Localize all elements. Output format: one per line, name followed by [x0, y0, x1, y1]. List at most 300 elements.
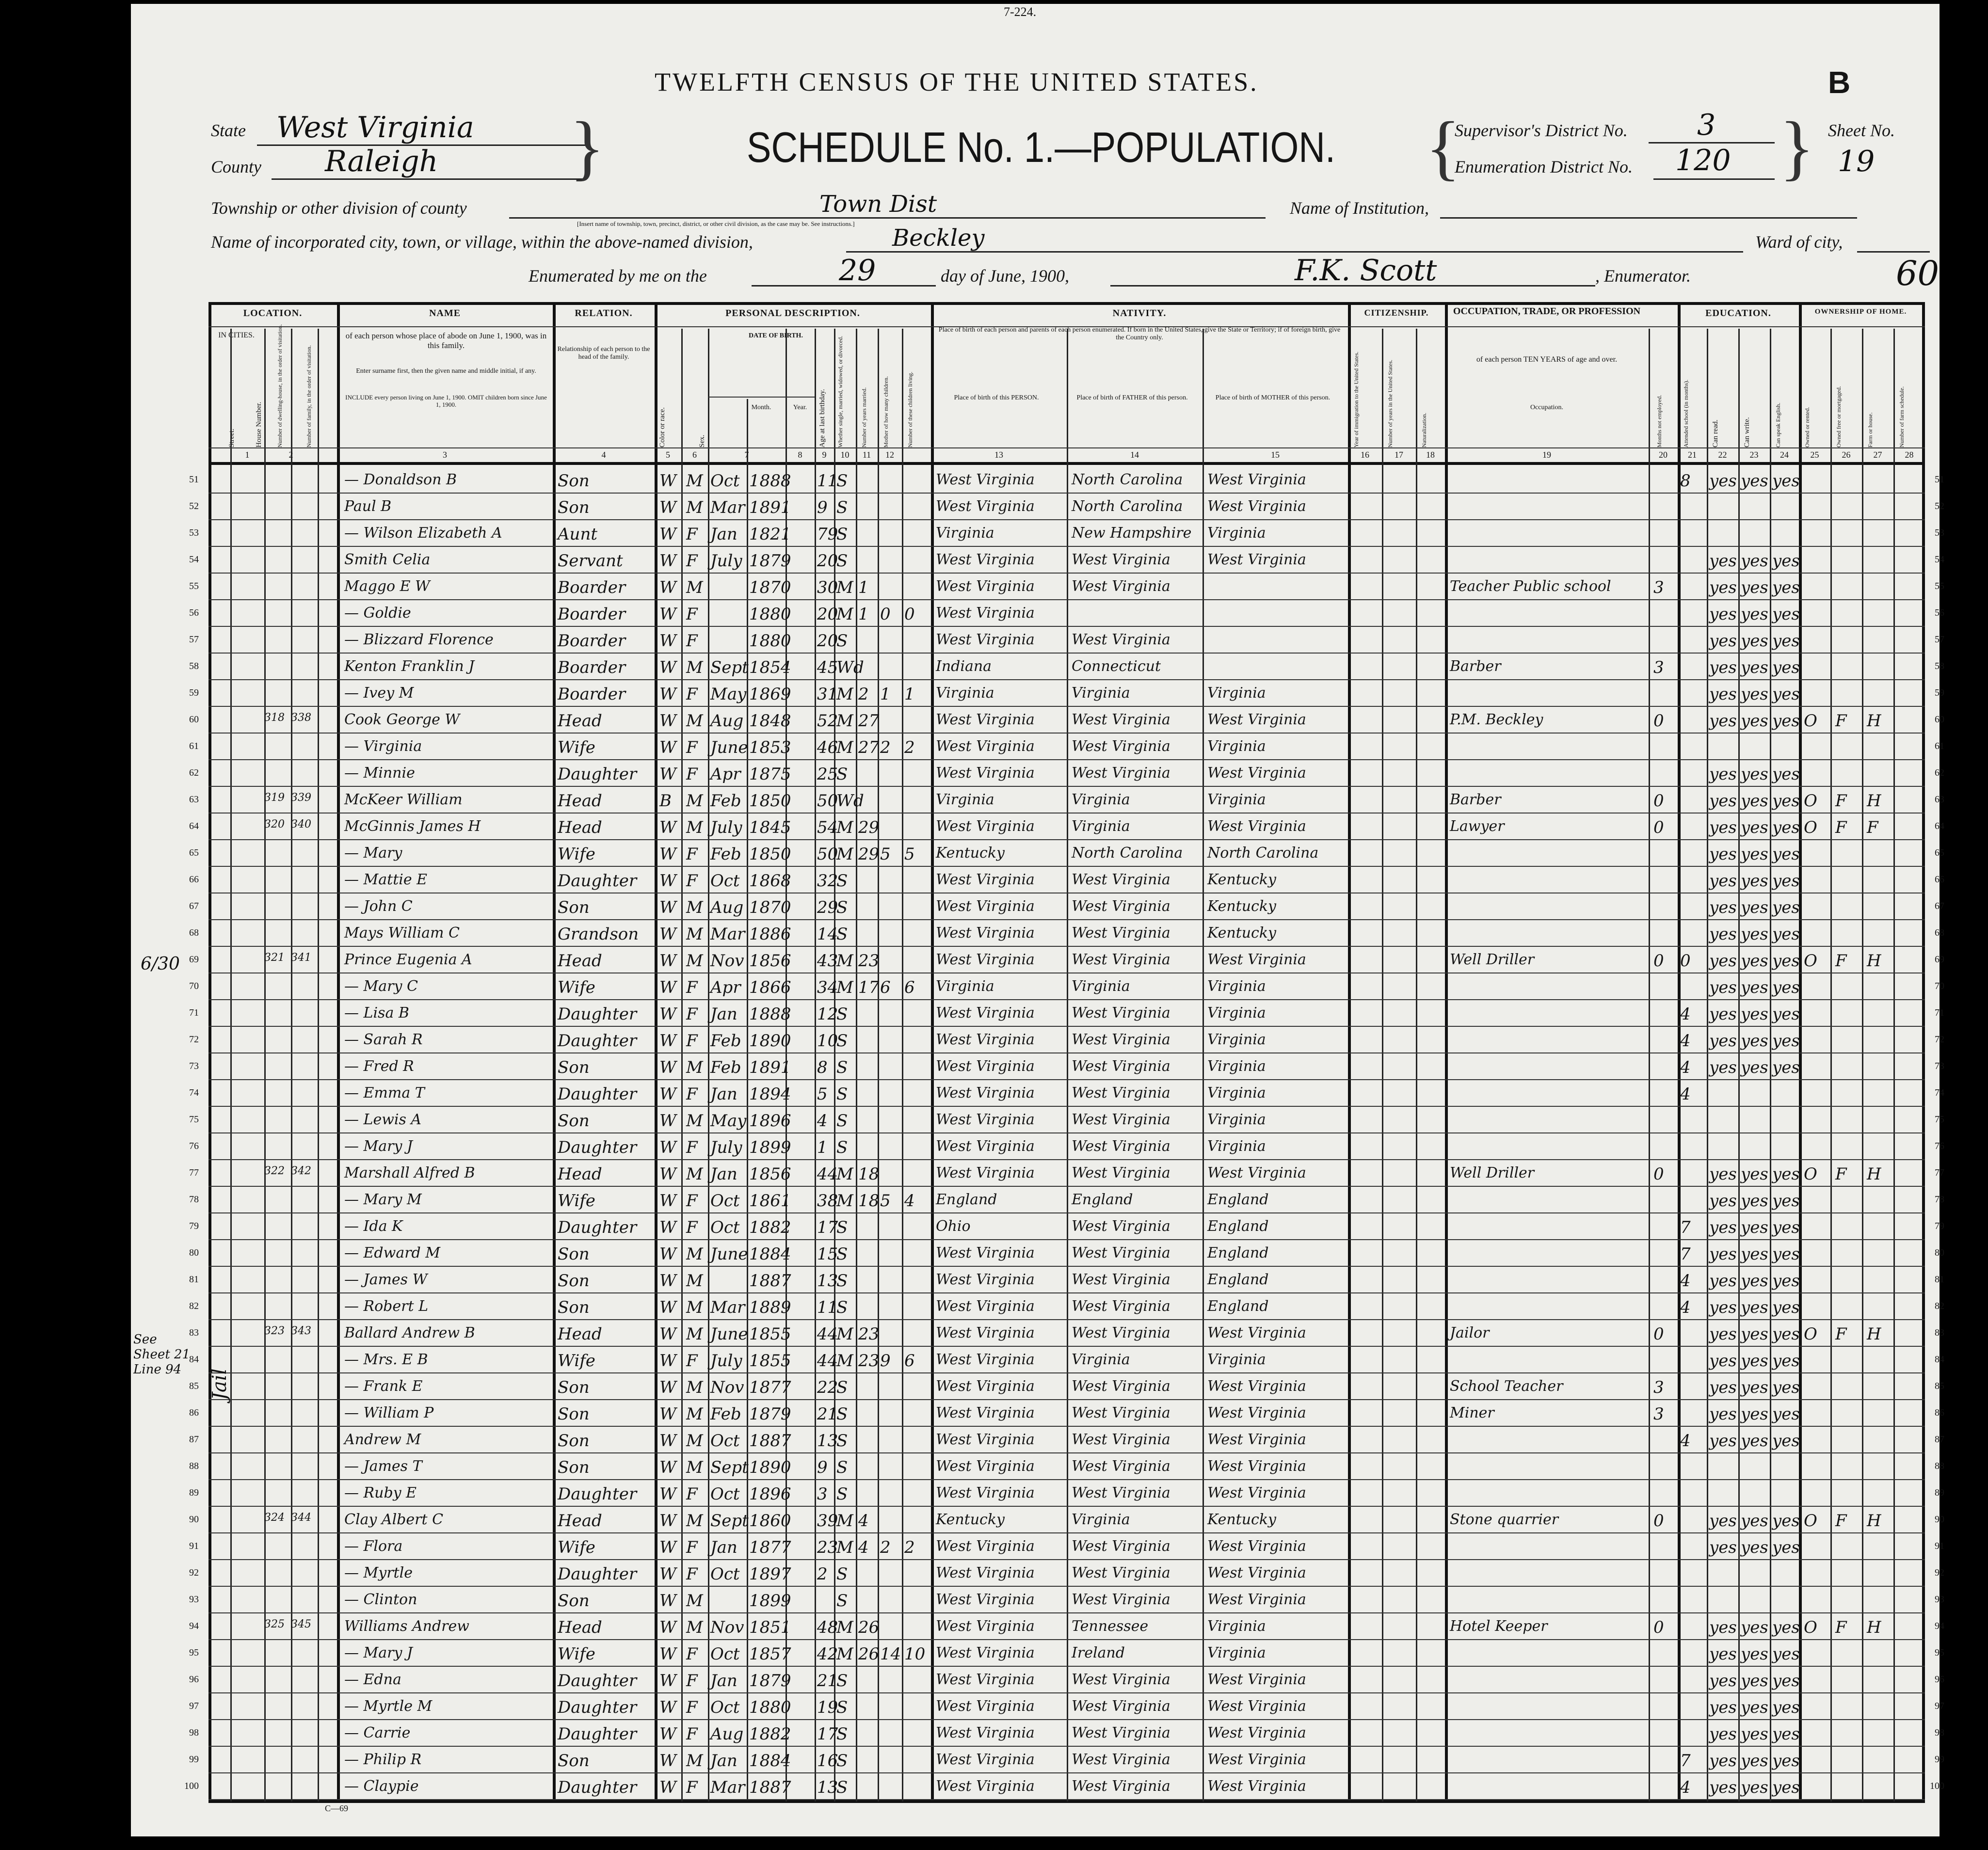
pob-mother-label: Place of birth of MOTHER of this person.: [1215, 394, 1331, 401]
table-row: [189, 734, 1944, 760]
person-name: Paul B: [344, 498, 392, 515]
schedule-title: SCHEDULE No. 1.—POPULATION.: [747, 123, 1335, 171]
birthplace: West Virginia: [936, 871, 1035, 888]
color: W: [659, 1351, 676, 1371]
can-write: yes: [1741, 1671, 1768, 1691]
table-row: [189, 1133, 1944, 1160]
relation: Head: [558, 818, 602, 837]
birthplace: England: [936, 1191, 997, 1208]
marital-status: S: [836, 1458, 848, 1477]
sex: M: [686, 818, 703, 837]
father-birthplace: West Virginia: [1072, 951, 1170, 968]
enumerated-month-label: day of June, 1900,: [941, 266, 1069, 286]
can-speak-english: yes: [1772, 1058, 1800, 1077]
table-row: [189, 1213, 1944, 1240]
father-birthplace: West Virginia: [1072, 1724, 1170, 1741]
can-speak-english: yes: [1772, 1031, 1800, 1051]
birth-year: 1850: [749, 845, 791, 864]
age: 21: [817, 1671, 838, 1691]
marital-status: S: [836, 1724, 848, 1744]
age: 50: [817, 845, 838, 864]
birth-year: 1875: [749, 765, 791, 784]
school-months: 4: [1680, 1778, 1691, 1797]
township-label: Township or other division of county: [211, 198, 467, 218]
occupation-label: Occupation.: [1530, 404, 1564, 411]
relation: Son: [558, 1111, 590, 1131]
row-number-right: 58: [1935, 661, 1944, 671]
school-months: 7: [1680, 1751, 1691, 1770]
relation: Son: [558, 1751, 590, 1770]
can-write: yes: [1741, 925, 1768, 944]
farm-house: H: [1867, 711, 1881, 731]
row-number-right: 91: [1935, 1541, 1944, 1551]
can-write: yes: [1741, 605, 1768, 624]
row-number: 76: [189, 1141, 199, 1151]
birth-year: 1870: [749, 578, 791, 597]
mother-birthplace: Virginia: [1207, 525, 1266, 542]
color: W: [659, 631, 676, 651]
color: W: [659, 1218, 676, 1237]
age: 5: [817, 1084, 828, 1104]
father-birthplace: West Virginia: [1072, 738, 1170, 755]
column-number: 11: [862, 450, 871, 460]
name-header: NAME: [429, 308, 461, 319]
relation: Son: [558, 1431, 590, 1451]
can-speak-english: yes: [1772, 1618, 1800, 1637]
farm-house: H: [1867, 1164, 1881, 1184]
table-row: [189, 1107, 1944, 1133]
sex: F: [686, 1191, 698, 1211]
color-label: Color or race.: [658, 407, 666, 447]
column-number: 25: [1810, 450, 1819, 460]
column-number: 2: [289, 450, 293, 460]
months-unemployed: 0: [1653, 791, 1664, 811]
sex: M: [686, 1058, 703, 1077]
marital-status: M: [836, 578, 853, 597]
row-number-right: 81: [1935, 1274, 1944, 1285]
father-birthplace: Virginia: [1072, 818, 1130, 835]
father-birthplace: Virginia: [1072, 978, 1130, 995]
age: 12: [817, 1005, 838, 1024]
birth-year: 1884: [749, 1244, 791, 1264]
row-number-right: 55: [1935, 581, 1944, 591]
can-speak-english: yes: [1772, 1698, 1800, 1717]
months-unemployed: 0: [1653, 818, 1664, 837]
birthplace: West Virginia: [936, 1591, 1035, 1608]
birth-month: June: [710, 1244, 748, 1264]
father-birthplace: West Virginia: [1072, 1058, 1170, 1075]
birth-year: 1896: [749, 1111, 791, 1131]
person-name: Marshall Alfred B: [344, 1164, 475, 1181]
can-write: yes: [1741, 578, 1768, 597]
children-living: 4: [904, 1191, 915, 1211]
birth-year: 1887: [749, 1431, 791, 1451]
birth-month: Nov: [710, 951, 744, 971]
children-born: 9: [880, 1351, 891, 1371]
marital-status: M: [836, 711, 853, 731]
relation: Wife: [558, 845, 595, 864]
column-number: 23: [1749, 450, 1759, 460]
in-cities-label: IN CITIES.: [218, 331, 255, 339]
sex: F: [686, 1084, 698, 1104]
can-speak-english: yes: [1772, 1644, 1800, 1664]
relation: Son: [558, 1404, 590, 1424]
mother-birthplace: West Virginia: [1207, 1458, 1306, 1475]
marital-status: S: [836, 1751, 848, 1770]
age: 14: [817, 925, 838, 944]
enumerator-label: , Enumerator.: [1595, 266, 1691, 286]
mother-birthplace: Virginia: [1207, 1618, 1266, 1635]
relation: Son: [558, 898, 590, 917]
birth-year: 1855: [749, 1324, 791, 1344]
citizenship-header: CITIZENSHIP.: [1364, 308, 1429, 318]
birth-month: Oct: [710, 1484, 740, 1504]
sex: M: [686, 1751, 703, 1770]
can-speak-english: yes: [1772, 871, 1800, 891]
person-name: — Clinton: [344, 1591, 417, 1608]
row-number-right: 63: [1935, 794, 1944, 805]
name-include: INCLUDE every person living on June 1, 1900. OMIT children born since June 1, 1900.: [345, 394, 547, 408]
can-speak-english: yes: [1772, 845, 1800, 864]
children-born-label: Mother of how many children.: [882, 376, 889, 447]
can-write: yes: [1741, 685, 1768, 704]
row-number-right: 87: [1935, 1434, 1944, 1445]
person-name: — Blizzard Florence: [344, 631, 494, 648]
birthplace: West Virginia: [936, 1298, 1035, 1315]
relation: Son: [558, 1298, 590, 1317]
sex: M: [686, 1618, 703, 1637]
age: 8: [817, 1058, 828, 1077]
color: W: [659, 1404, 676, 1424]
person-name: — Philip R: [344, 1751, 422, 1768]
marital-status: S: [836, 871, 848, 891]
mother-birthplace: West Virginia: [1207, 1698, 1306, 1715]
person-name: — Frank E: [344, 1378, 423, 1395]
date-of-birth-label: DATE OF BIRTH.: [749, 332, 803, 339]
birthplace: West Virginia: [936, 1458, 1035, 1475]
relation-description: Relationship of each person to the head of the family.: [557, 346, 650, 361]
person-name: — Donaldson B: [344, 471, 457, 488]
sex: F: [686, 1138, 698, 1157]
table-row: [189, 1507, 1944, 1533]
mother-birthplace: England: [1207, 1218, 1269, 1235]
farm-house: F: [1867, 818, 1878, 837]
birth-month: Oct: [710, 471, 740, 491]
children-living: 0: [904, 605, 915, 624]
color: W: [659, 1271, 676, 1291]
state-value: West Virginia: [276, 111, 474, 144]
can-read: yes: [1709, 1164, 1737, 1184]
can-write: yes: [1741, 551, 1768, 571]
years-married-label: Number of years married.: [861, 387, 867, 447]
school-months: 4: [1680, 1271, 1691, 1291]
owned-rented: O: [1804, 951, 1817, 971]
family-number: 341: [291, 952, 311, 964]
father-birthplace: West Virginia: [1072, 765, 1170, 781]
person-name: — Carrie: [344, 1724, 411, 1741]
marital-status: S: [836, 1671, 848, 1691]
owned-rented: O: [1804, 1511, 1817, 1531]
row-number-right: 71: [1935, 1007, 1944, 1018]
age: 1: [817, 1138, 828, 1157]
color: W: [659, 551, 676, 571]
sex: F: [686, 978, 698, 997]
column-number: 22: [1718, 450, 1727, 460]
sex: M: [686, 1271, 703, 1291]
can-write: yes: [1741, 1644, 1768, 1664]
birth-year: 1879: [749, 1404, 791, 1424]
age: 34: [817, 978, 838, 997]
state-label: State: [211, 121, 246, 140]
children-living: 10: [904, 1644, 926, 1664]
street-label: Street.: [228, 429, 236, 447]
table-row: [189, 1693, 1944, 1720]
column-number: 8: [798, 450, 802, 460]
marital-status: Wd: [836, 791, 864, 811]
birth-year: 1856: [749, 1164, 791, 1184]
column-number: 10: [840, 450, 850, 460]
birthplace: West Virginia: [936, 551, 1035, 568]
relation: Head: [558, 1324, 602, 1344]
can-speak-english-label: Can speak English.: [1775, 402, 1781, 447]
owned-rented: O: [1804, 818, 1817, 837]
row-number: 63: [189, 794, 199, 805]
person-name: — John C: [344, 898, 413, 915]
mother-birthplace: North Carolina: [1207, 845, 1319, 861]
marital-status: M: [836, 1164, 853, 1184]
color: W: [659, 1671, 676, 1691]
person-name: Ballard Andrew B: [344, 1324, 475, 1341]
farm-house: H: [1867, 1511, 1881, 1531]
relation: Wife: [558, 1191, 595, 1211]
sex: F: [686, 738, 698, 757]
birthplace: West Virginia: [936, 898, 1035, 915]
table-row: [189, 680, 1944, 707]
marital-status: S: [836, 631, 848, 651]
person-name: — Edward M: [344, 1244, 441, 1261]
dwelling-number: 320: [264, 818, 285, 830]
birth-year: 1851: [749, 1618, 791, 1637]
free-mortgaged: F: [1835, 1511, 1847, 1531]
sex: M: [686, 1431, 703, 1451]
birthplace: West Virginia: [936, 631, 1035, 648]
marital-status: S: [836, 1591, 848, 1611]
person-name: — Mary M: [344, 1191, 422, 1208]
relation: Daughter: [558, 1564, 637, 1584]
can-write: yes: [1741, 1058, 1768, 1077]
years-us-label: Number of years in the United States.: [1387, 360, 1394, 447]
row-number-right: 90: [1935, 1514, 1944, 1525]
sex: M: [686, 951, 703, 971]
birth-year: 1856: [749, 951, 791, 971]
table-row: [189, 1187, 1944, 1213]
farm-schedule-label: Number of farm schedule.: [1898, 386, 1905, 447]
row-number: 74: [189, 1087, 199, 1098]
free-mortgaged-label: Owned free or mortgaged.: [1835, 386, 1842, 447]
age: 42: [817, 1644, 838, 1664]
row-number-right: 61: [1935, 741, 1944, 751]
marital-status: S: [836, 1431, 848, 1451]
row-number-right: 75: [1935, 1114, 1944, 1125]
father-birthplace: West Virginia: [1072, 1564, 1170, 1581]
birth-year: 1888: [749, 1005, 791, 1024]
age: 17: [817, 1724, 838, 1744]
birth-year: 1869: [749, 685, 791, 704]
mother-birthplace: West Virginia: [1207, 711, 1306, 728]
row-number-right: 97: [1935, 1701, 1944, 1711]
row-number-right: 100: [1930, 1781, 1944, 1791]
person-name: — Lewis A: [344, 1111, 422, 1128]
birth-month: Feb: [710, 1058, 741, 1077]
birth-month: July: [710, 1351, 742, 1371]
person-name: — Goldie: [344, 605, 411, 622]
row-number: 98: [189, 1727, 199, 1738]
row-number: 56: [189, 607, 199, 618]
school-months: 7: [1680, 1218, 1691, 1237]
can-write: yes: [1741, 951, 1768, 971]
can-read: yes: [1709, 898, 1737, 917]
school-months: 4: [1680, 1084, 1691, 1104]
age: 50: [817, 791, 838, 811]
can-speak-english: yes: [1772, 1778, 1800, 1797]
color: W: [659, 951, 676, 971]
years-married: 27: [858, 711, 880, 731]
can-read: yes: [1709, 1218, 1737, 1237]
father-birthplace: Virginia: [1072, 1351, 1130, 1368]
can-speak-english: yes: [1772, 1431, 1800, 1451]
farm-house: H: [1867, 951, 1881, 971]
relation: Son: [558, 1244, 590, 1264]
column-number: 16: [1361, 450, 1369, 460]
children-living: 5: [904, 845, 915, 864]
table-row: [189, 494, 1944, 520]
father-birthplace: West Virginia: [1072, 1031, 1170, 1048]
marital-status: M: [836, 1511, 853, 1531]
birthplace: West Virginia: [936, 1751, 1035, 1768]
row-number-right: 78: [1935, 1194, 1944, 1205]
table-row: [189, 654, 1944, 680]
city-value: Beckley: [892, 224, 985, 252]
can-write: yes: [1741, 1271, 1768, 1291]
attended-school-label: Attended school (in months).: [1683, 380, 1689, 447]
age-label: Age at last birthday.: [818, 389, 826, 447]
sex: F: [686, 1351, 698, 1371]
column-number: 1: [245, 450, 250, 460]
can-speak-english: yes: [1772, 1511, 1800, 1531]
birthplace: West Virginia: [936, 711, 1035, 728]
can-write: yes: [1741, 471, 1768, 491]
can-read: yes: [1709, 925, 1737, 944]
free-mortgaged: F: [1835, 818, 1847, 837]
owned-rented: O: [1804, 711, 1817, 731]
row-number-right: 94: [1935, 1621, 1944, 1631]
mother-birthplace: Virginia: [1207, 791, 1266, 808]
birthplace: West Virginia: [936, 1271, 1035, 1288]
mother-birthplace: West Virginia: [1207, 471, 1306, 488]
row-number: 53: [189, 527, 199, 538]
row-number: 68: [189, 927, 199, 938]
birthplace: West Virginia: [936, 1084, 1035, 1101]
children-born: 6: [880, 978, 891, 997]
column-number: 26: [1842, 450, 1851, 460]
person-name: — Wilson Elizabeth A: [344, 525, 502, 542]
can-speak-english: yes: [1772, 711, 1800, 731]
relation: Son: [558, 1591, 590, 1611]
relation: Daughter: [558, 1484, 637, 1504]
occupation: P.M. Beckley: [1450, 711, 1543, 728]
person-name: — Emma T: [344, 1084, 425, 1101]
age: 31: [817, 685, 838, 704]
row-number: 86: [189, 1407, 199, 1418]
father-birthplace: West Virginia: [1072, 1671, 1170, 1688]
marital-status: M: [836, 1351, 853, 1371]
can-speak-english: yes: [1772, 818, 1800, 837]
can-speak-english: yes: [1772, 898, 1800, 917]
person-name: — Mrs. E B: [344, 1351, 428, 1368]
birth-year: 1848: [749, 711, 791, 731]
birth-month: Jan: [710, 525, 737, 544]
age: 13: [817, 1431, 838, 1451]
birth-month: Feb: [710, 1031, 741, 1051]
can-read: yes: [1709, 711, 1737, 731]
table-row: [189, 1720, 1944, 1747]
year-label: Year.: [793, 404, 807, 411]
dwelling-label: Number of dwelling-house, in the order of visitation.: [276, 324, 283, 447]
school-months: 4: [1680, 1031, 1691, 1051]
father-birthplace: West Virginia: [1072, 711, 1170, 728]
birth-month: May: [710, 685, 747, 704]
relation: Wife: [558, 1351, 595, 1371]
column-number: 27: [1873, 450, 1882, 460]
color: W: [659, 1751, 676, 1770]
marital-status: S: [836, 1005, 848, 1024]
color: W: [659, 898, 676, 917]
birth-month: Sept: [710, 1458, 749, 1477]
mother-birthplace: Virginia: [1207, 1058, 1266, 1075]
person-name: Andrew M: [344, 1431, 421, 1448]
column-number: 3: [443, 450, 447, 460]
birthplace: West Virginia: [936, 1138, 1035, 1155]
color: W: [659, 1031, 676, 1051]
table-row: [189, 787, 1944, 813]
mother-birthplace: West Virginia: [1207, 1484, 1306, 1501]
birthplace: West Virginia: [936, 1324, 1035, 1341]
age: 44: [817, 1164, 838, 1184]
father-birthplace: North Carolina: [1072, 845, 1183, 861]
row-number: 57: [189, 634, 199, 645]
can-write: yes: [1741, 898, 1768, 917]
color: W: [659, 1458, 676, 1477]
relation: Boarder: [558, 658, 626, 677]
row-number: 90: [189, 1514, 199, 1525]
dwelling-number: 321: [264, 952, 285, 964]
person-name: — James W: [344, 1271, 428, 1288]
pob-person-label: Place of birth of this PERSON.: [954, 394, 1039, 401]
can-write: yes: [1741, 871, 1768, 891]
occupation: Barber: [1450, 658, 1501, 675]
row-number-right: 88: [1935, 1461, 1944, 1471]
can-speak-english: yes: [1772, 1538, 1800, 1557]
row-number: 99: [189, 1754, 199, 1765]
father-birthplace: West Virginia: [1072, 1698, 1170, 1715]
free-mortgaged: F: [1835, 951, 1847, 971]
birth-year: 1877: [749, 1538, 791, 1557]
family-number: 342: [291, 1165, 311, 1177]
table-row: [189, 1347, 1944, 1373]
can-write: yes: [1741, 1244, 1768, 1264]
row-number: 95: [189, 1647, 199, 1658]
dwelling-number: 319: [264, 792, 285, 804]
